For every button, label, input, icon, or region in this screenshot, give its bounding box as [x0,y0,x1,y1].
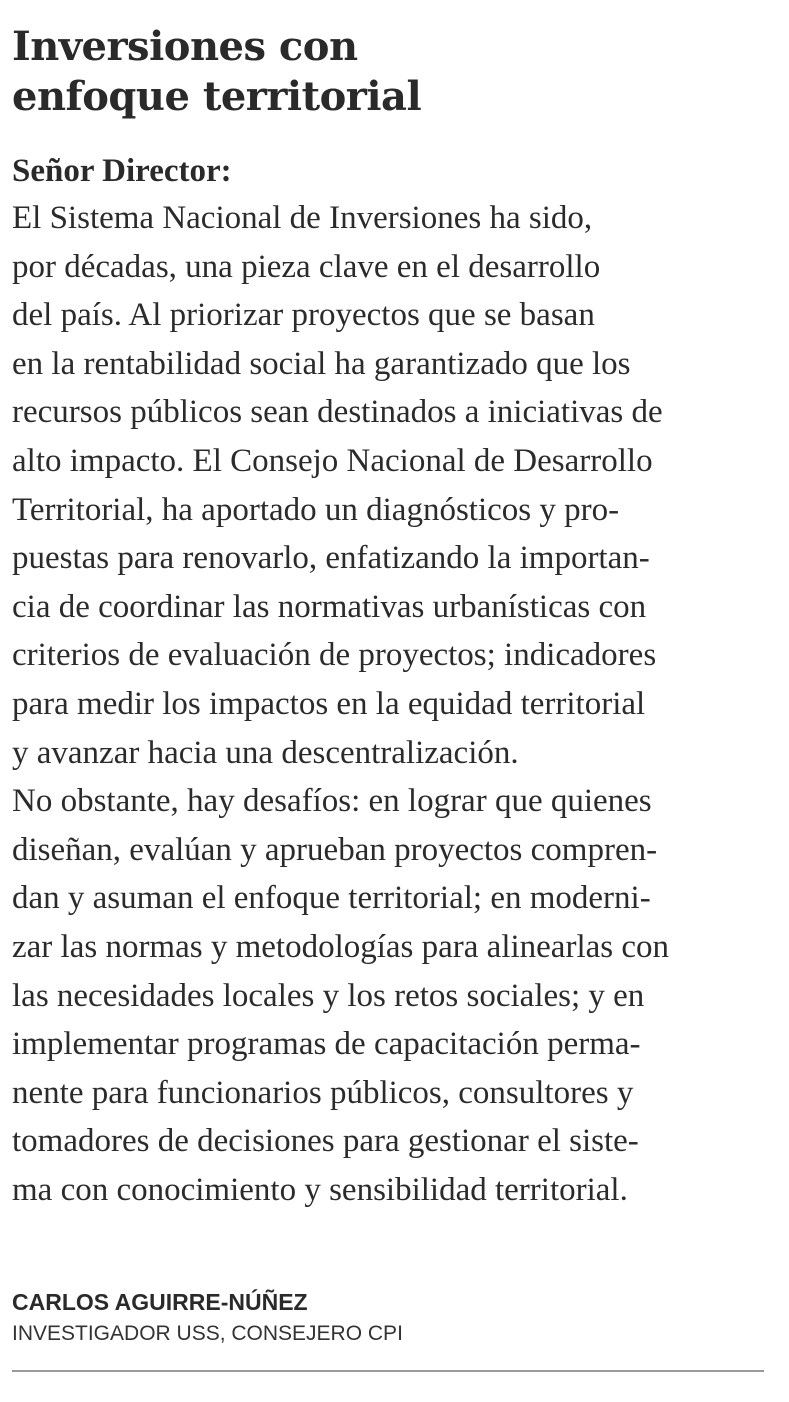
body-line: por décadas, una pieza clave en el desarrollo [12,248,601,285]
body-line: en la rentabilidad social ha garantizado que los [12,345,631,382]
headline [12,22,772,122]
body-line: implementar programas de capacitación perma- [12,1026,641,1063]
body-line: alto impacto. El Consejo Nacional de Desarrollo [12,442,653,479]
body-line: puestas para renovarlo, enfatizando la importan- [12,540,650,577]
body-line: zar las normas y metodologías para alinearlas con [12,928,670,965]
bottom-divider [12,1370,764,1372]
headline-line: enfoque territorial [12,73,422,120]
letter-body [12,194,772,1214]
body-line: criterios de evaluación de proyectos; indicadores [12,637,657,674]
body-line: tomadores de decisiones para gestionar el siste- [12,1123,639,1160]
body-line: y avanzar hacia una descentralización. [12,734,519,771]
salutation: Señor Director: [12,153,232,189]
body-line: No obstante, hay desafíos: en lograr que quienes [12,783,652,820]
body-line: Territorial, ha aportado un diagnósticos y pro- [12,491,620,528]
author-affiliation: INVESTIGADOR USS, CONSEJERO CPI [12,1322,403,1345]
body-line: recursos públicos sean destinados a iniciativas de [12,394,663,431]
body-line: diseñan, evalúan y aprueban proyectos compren- [12,831,658,868]
body-line: nente para funcionarios públicos, consultores y [12,1074,634,1111]
author-name: CARLOS AGUIRRE-NÚÑEZ [12,1289,308,1315]
body-line: del país. Al priorizar proyectos que se basan [12,297,595,334]
body-line: las necesidades locales y los retos sociales; y en [12,977,645,1014]
body-line: El Sistema Nacional de Inversiones ha sido, [12,200,593,236]
body-line: cia de coordinar las normativas urbanísticas con [12,588,647,625]
headline-line: Inversiones con [12,23,358,70]
letter-article [12,22,772,1214]
body-line: dan y asuman el enfoque territorial; en moderni- [12,880,651,917]
body-line: ma con conocimiento y sensibilidad territorial. [12,1171,628,1208]
body-line: para medir los impactos en la equidad territorial [12,685,646,722]
